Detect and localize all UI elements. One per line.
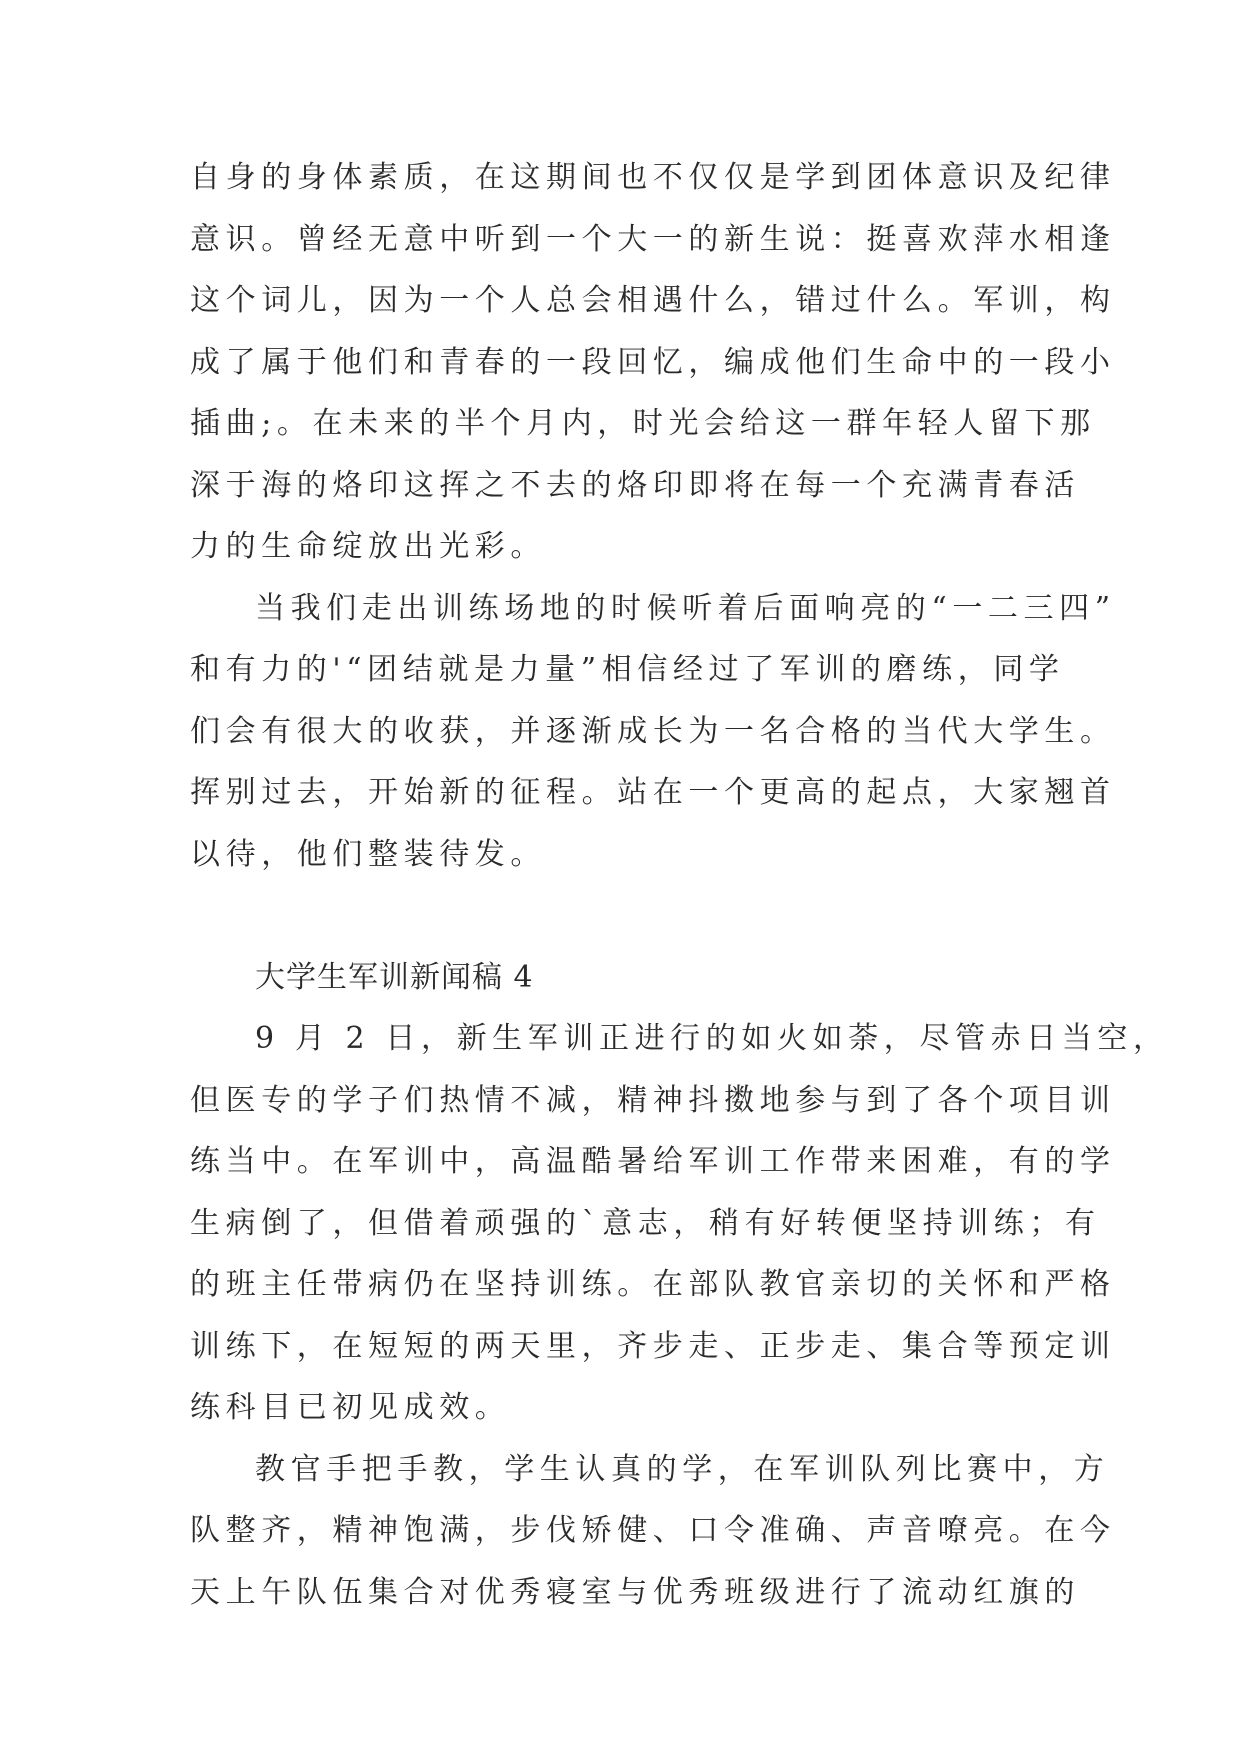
section-heading: 大学生军训新闻稿 4	[255, 960, 534, 995]
paragraph-3-line-7: 练科目已初见成效。	[190, 1390, 511, 1425]
paragraph-2-line-4: 挥别过去，开始新的征程。站在一个更高的起点，大家翘首	[190, 775, 1116, 810]
paragraph-1-line-6: 深于海的烙印这挥之不去的烙印即将在每一个充满青春活	[190, 468, 1080, 503]
paragraph-2-line-1: 当我们走出训练场地的时候听着后面响亮的“一二三四”	[255, 591, 1116, 626]
paragraph-3-line-5: 的班主任带病仍在坚持训练。在部队教官亲切的关怀和严格	[190, 1267, 1116, 1302]
paragraph-2-line-3: 们会有很大的收获，并逐渐成长为一名合格的当代大学生。	[190, 714, 1116, 749]
paragraph-1-line-2: 意识。曾经无意中听到一个大一的新生说：挺喜欢萍水相逢	[190, 222, 1116, 257]
paragraph-1-line-7: 力的生命绽放出光彩。	[190, 529, 546, 564]
paragraph-3-line-1: 9 月 2 日，新生军训正进行的如火如荼，尽管赤日当空，	[255, 1021, 1169, 1056]
paragraph-3-line-2: 但医专的学子们热情不减，精神抖擞地参与到了各个项目训	[190, 1083, 1116, 1118]
paragraph-3-line-4: 生病倒了，但借着顽强的`意志，稍有好转便坚持训练；有	[190, 1206, 1101, 1241]
paragraph-1-line-4: 成了属于他们和青春的一段回忆，编成他们生命中的一段小	[190, 345, 1116, 380]
paragraph-1-line-3: 这个词儿，因为一个人总会相遇什么，错过什么。军训，构	[190, 283, 1116, 318]
paragraph-2-line-5: 以待，他们整装待发。	[190, 837, 546, 872]
paragraph-3-line-3: 练当中。在军训中，高温酷暑给军训工作带来困难，有的学	[190, 1144, 1116, 1179]
paragraph-2-line-2: 和有力的'“团结就是力量”相信经过了军训的磨练，同学	[190, 652, 1065, 687]
paragraph-4-line-2: 队整齐，精神饱满，步伐矫健、口令准确、声音嘹亮。在今	[190, 1513, 1116, 1548]
paragraph-4-line-1: 教官手把手教，学生认真的学，在军训队列比赛中，方	[255, 1452, 1110, 1487]
paragraph-4-line-3: 天上午队伍集合对优秀寝室与优秀班级进行了流动红旗的	[190, 1575, 1080, 1610]
paragraph-3-line-6: 训练下，在短短的两天里，齐步走、正步走、集合等预定训	[190, 1329, 1116, 1364]
paragraph-1-line-1: 自身的身体素质，在这期间也不仅仅是学到团体意识及纪律	[190, 160, 1116, 195]
paragraph-1-line-5: 插曲;。在未来的半个月内，时光会给这一群年轻人留下那	[190, 406, 1096, 441]
